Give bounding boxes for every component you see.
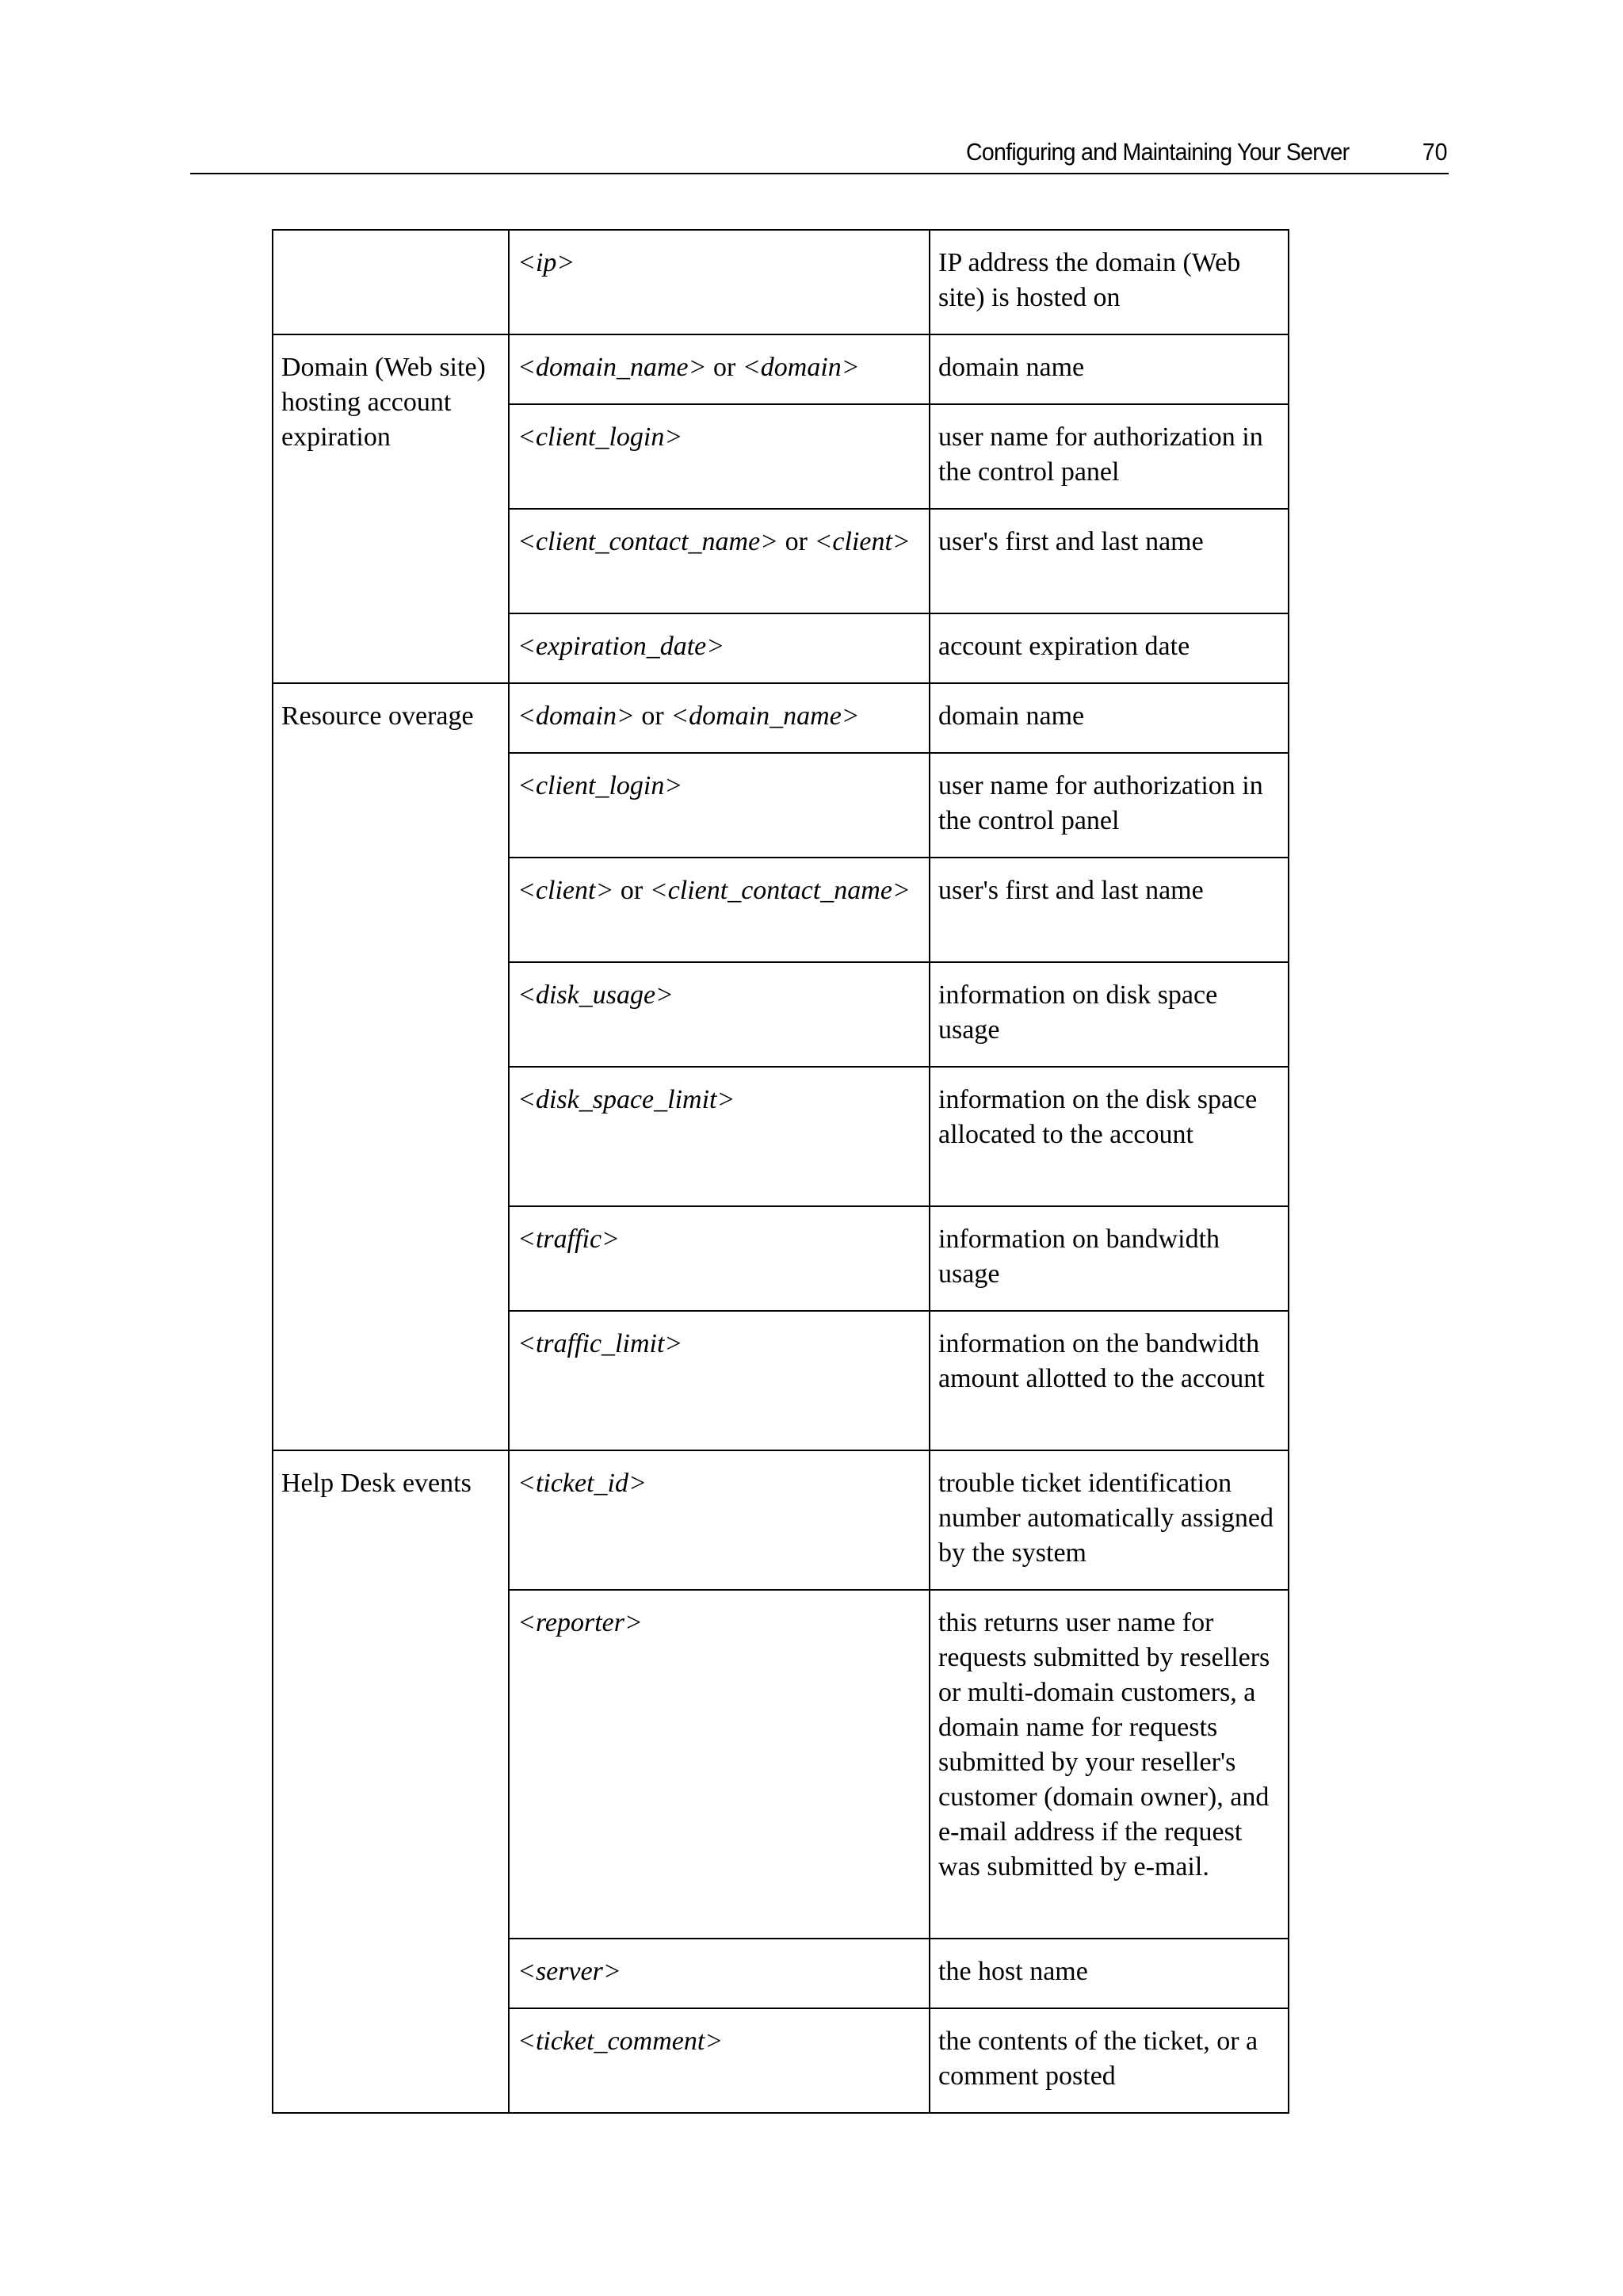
description-cell: domain name [930,334,1289,404]
variable-cell: <ticket_id> [509,1450,930,1590]
event-type-cell: Help Desk events [273,1450,509,2113]
variable-cell: <client_contact_name> or <client> [509,509,930,613]
event-type-cell [273,230,509,334]
variable-cell: <reporter> [509,1590,930,1939]
description-cell: user name for authorization in the control panel [930,404,1289,509]
variables-table [272,229,1289,2114]
variable-cell: <client_login> [509,753,930,858]
variable-cell: <disk_space_limit> [509,1067,930,1206]
table-row [273,1450,1289,1590]
page-header [190,133,1449,174]
description-cell: user name for authorization in the control panel [930,753,1289,858]
table-row [273,683,1289,753]
description-cell: information on bandwidth usage [930,1206,1289,1311]
description-cell: user's first and last name [930,858,1289,962]
header-title: Configuring and Maintaining Your Server [965,138,1349,166]
variable-cell: <disk_usage> [509,962,930,1067]
variable-cell: <ticket_comment> [509,2008,930,2113]
event-type-cell: Domain (Web site) hosting account expiration [273,334,509,683]
description-cell: IP address the domain (Web site) is hosted on [930,230,1289,334]
variable-cell: <server> [509,1939,930,2008]
table-row [273,230,1289,334]
variable-cell: <client_login> [509,404,930,509]
table-row [273,334,1289,404]
description-cell: user's first and last name [930,509,1289,613]
variable-cell: <expiration_date> [509,613,930,683]
description-cell: the contents of the ticket, or a comment posted [930,2008,1289,2113]
description-cell: the host name [930,1939,1289,2008]
variable-cell: <domain> or <domain_name> [509,683,930,753]
variable-cell: <ip> [509,230,930,334]
description-cell: information on disk space usage [930,962,1289,1067]
variable-cell: <client> or <client_contact_name> [509,858,930,962]
description-cell: account expiration date [930,613,1289,683]
variables-table-body [273,230,1289,2113]
variable-cell: <traffic_limit> [509,1311,930,1450]
description-cell: information on the bandwidth amount allotted to the account [930,1311,1289,1450]
event-type-cell: Resource overage [273,683,509,1450]
variable-cell: <domain_name> or <domain> [509,334,930,404]
description-cell: trouble ticket identification number automatically assigned by the system [930,1450,1289,1590]
description-cell: this returns user name for requests submitted by resellers or multi-domain customers, a domain name for requests submitted by your reseller's customer (domain owner), and e-mail address if the request was submitted by e-mail. [930,1590,1289,1939]
page-number: 70 [1422,138,1447,166]
description-cell: domain name [930,683,1289,753]
description-cell: information on the disk space allocated to the account [930,1067,1289,1206]
variable-cell: <traffic> [509,1206,930,1311]
